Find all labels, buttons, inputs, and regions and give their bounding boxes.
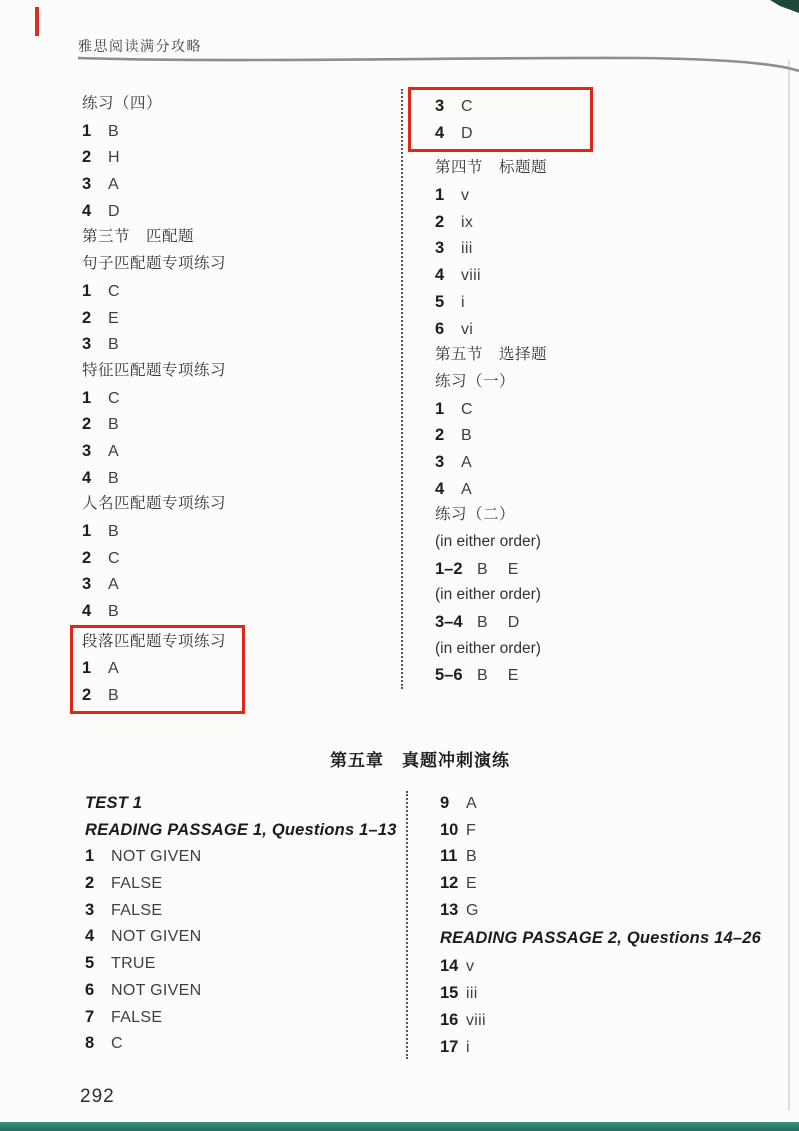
section-heading: 第四节 标题题 bbox=[435, 159, 548, 177]
answer-value: vi bbox=[461, 320, 474, 338]
highlight-box-answers-3-4 bbox=[408, 87, 593, 152]
test-title: TEST 1 bbox=[85, 794, 143, 812]
answer-row bbox=[82, 465, 245, 492]
answer-value: B E bbox=[477, 667, 519, 685]
answer-row bbox=[85, 1030, 397, 1057]
answer-number: 2 bbox=[435, 212, 445, 231]
answers-column-top-left bbox=[82, 91, 245, 714]
answer-number: 4 bbox=[435, 266, 445, 285]
answer-row bbox=[440, 953, 761, 980]
answer-number: 3 bbox=[435, 97, 445, 115]
answer-value: H bbox=[108, 149, 120, 167]
answer-number: 3 bbox=[82, 441, 92, 460]
page-edge-shadow bbox=[788, 60, 790, 1110]
section-heading-row bbox=[82, 358, 245, 385]
answer-row bbox=[435, 209, 593, 236]
answer-number: 2 bbox=[85, 874, 95, 893]
answer-row bbox=[82, 198, 245, 225]
answer-number: 1 bbox=[82, 388, 92, 407]
answer-row bbox=[435, 120, 590, 147]
answers-list bbox=[435, 155, 593, 689]
answer-row bbox=[82, 655, 242, 682]
section-heading: 句子匹配题专项练习 bbox=[82, 255, 227, 273]
answer-number: 6 bbox=[85, 980, 95, 999]
answer-row bbox=[435, 289, 593, 316]
answers-column-bottom-right bbox=[440, 790, 761, 1060]
answer-row bbox=[82, 438, 245, 465]
column-divider-top bbox=[401, 89, 403, 689]
passage-title: READING PASSAGE 1, Questions 1–13 bbox=[85, 820, 397, 839]
answer-row bbox=[85, 897, 397, 924]
answer-row bbox=[440, 897, 761, 924]
answer-row bbox=[435, 609, 593, 636]
answer-row bbox=[440, 790, 761, 817]
answer-number: 1 bbox=[82, 522, 92, 540]
answer-value: A bbox=[108, 660, 119, 678]
answer-number: 5–6 bbox=[435, 666, 463, 685]
answer-value: ix bbox=[461, 213, 474, 231]
answer-number: 1–2 bbox=[435, 559, 463, 578]
column-divider-bottom bbox=[406, 791, 408, 1059]
answer-value: v bbox=[466, 958, 475, 976]
section-heading-row bbox=[435, 342, 593, 369]
answer-value: C bbox=[461, 400, 473, 418]
answer-row bbox=[440, 980, 761, 1007]
answer-row bbox=[435, 396, 593, 423]
section-heading-row bbox=[82, 224, 245, 251]
answer-value: C bbox=[108, 549, 120, 567]
section-heading: 特征匹配题专项练习 bbox=[82, 361, 227, 379]
answer-row bbox=[435, 235, 593, 262]
section-heading: 人名匹配题专项练习 bbox=[82, 495, 227, 513]
answer-row bbox=[82, 385, 245, 412]
answer-row bbox=[440, 817, 761, 844]
answer-number: 2 bbox=[82, 308, 92, 327]
answer-value: E bbox=[108, 309, 119, 327]
section-heading: 段落匹配题专项练习 bbox=[82, 632, 227, 650]
section-heading: 第五节 选择题 bbox=[435, 346, 548, 364]
answer-row bbox=[82, 278, 245, 305]
answer-value: B bbox=[466, 848, 477, 866]
answer-number: 14 bbox=[440, 957, 459, 976]
answer-number: 3 bbox=[435, 452, 445, 471]
answer-number: 3–4 bbox=[435, 613, 463, 632]
answer-value: B bbox=[108, 416, 119, 434]
heading-row bbox=[85, 817, 397, 844]
answer-number: 2 bbox=[82, 415, 92, 434]
section-heading: 练习（四） bbox=[82, 95, 163, 112]
answer-number: 5 bbox=[85, 954, 95, 973]
answer-number: 2 bbox=[82, 686, 92, 705]
answer-number: 12 bbox=[440, 874, 459, 893]
answer-value: F bbox=[466, 821, 477, 839]
answer-number: 13 bbox=[440, 900, 459, 919]
answer-value: C bbox=[108, 389, 120, 407]
answer-row bbox=[435, 449, 593, 476]
answer-row bbox=[440, 1007, 761, 1034]
margin-mark bbox=[35, 7, 39, 36]
section-heading-row bbox=[82, 91, 245, 118]
footer-bar bbox=[0, 1122, 799, 1131]
answer-value: G bbox=[466, 901, 479, 919]
answer-row bbox=[82, 598, 245, 625]
answer-value: iii bbox=[461, 240, 473, 258]
answer-value: A bbox=[108, 442, 119, 460]
answer-value: B bbox=[461, 427, 472, 445]
note-row bbox=[435, 529, 593, 556]
answer-value: B bbox=[108, 469, 119, 487]
answer-row bbox=[85, 870, 397, 897]
answer-number: 1 bbox=[82, 659, 92, 678]
answer-row bbox=[435, 262, 593, 289]
answer-row bbox=[435, 93, 590, 120]
answers-list bbox=[440, 790, 761, 923]
answer-value: B bbox=[108, 603, 119, 621]
answer-value: FALSE bbox=[111, 875, 163, 893]
answer-row bbox=[82, 411, 245, 438]
heading-row bbox=[85, 790, 397, 817]
answer-number: 4 bbox=[435, 479, 445, 498]
section-heading-row bbox=[435, 369, 593, 396]
answer-value: iii bbox=[466, 985, 478, 1003]
passage-title: READING PASSAGE 2, Questions 14–26 bbox=[440, 929, 762, 948]
answer-row bbox=[82, 331, 245, 358]
answer-number: 4 bbox=[82, 201, 92, 220]
order-note: (in either order) bbox=[435, 533, 541, 550]
order-note: (in either order) bbox=[435, 639, 541, 657]
section-heading: 练习（二） bbox=[435, 506, 516, 524]
heading-row bbox=[440, 923, 761, 953]
answer-number: 4 bbox=[82, 602, 92, 621]
answer-row bbox=[85, 977, 397, 1004]
answer-number: 1 bbox=[85, 847, 95, 866]
answer-value: FALSE bbox=[111, 1008, 163, 1026]
answer-value: A bbox=[461, 453, 472, 471]
answer-number: 3 bbox=[85, 900, 95, 919]
answers-list bbox=[85, 843, 397, 1057]
answer-number: 3 bbox=[82, 335, 92, 354]
answer-row bbox=[82, 305, 245, 332]
answer-row bbox=[435, 556, 593, 583]
section-heading-row bbox=[435, 155, 593, 182]
answer-value: NOT GIVEN bbox=[111, 848, 202, 866]
answer-row bbox=[82, 682, 242, 709]
answer-row bbox=[82, 571, 245, 598]
answer-value: B D bbox=[477, 614, 520, 632]
answer-row bbox=[85, 950, 397, 977]
answer-number: 6 bbox=[435, 319, 445, 338]
answer-value: viii bbox=[461, 267, 481, 285]
answer-row bbox=[82, 118, 245, 145]
answer-number: 4 bbox=[82, 468, 92, 487]
answer-row bbox=[85, 923, 397, 950]
answer-value: i bbox=[461, 293, 465, 311]
running-header: 雅思阅读满分攻略 bbox=[78, 38, 202, 54]
answer-value: TRUE bbox=[111, 955, 156, 973]
answer-value: viii bbox=[466, 1011, 486, 1029]
answer-number: 17 bbox=[440, 1037, 459, 1056]
section-heading: 练习（一） bbox=[435, 372, 516, 390]
answer-value: FALSE bbox=[111, 901, 163, 919]
answer-number: 4 bbox=[435, 123, 445, 142]
answer-row bbox=[82, 545, 245, 572]
answer-value: B bbox=[108, 523, 119, 540]
answer-number: 11 bbox=[440, 847, 458, 866]
section-heading-row bbox=[82, 251, 245, 278]
answer-value: D bbox=[108, 202, 120, 220]
answers-column-top-right bbox=[435, 87, 593, 689]
answer-row bbox=[435, 316, 593, 343]
header-rule-line bbox=[78, 52, 799, 74]
answer-number: 1 bbox=[82, 121, 92, 140]
answer-row bbox=[440, 870, 761, 897]
answer-row bbox=[440, 843, 761, 870]
answer-number: 5 bbox=[435, 292, 445, 311]
answer-row bbox=[85, 843, 397, 870]
answer-number: 4 bbox=[85, 927, 95, 946]
note-row bbox=[435, 636, 593, 663]
answer-value: D bbox=[461, 124, 473, 142]
answer-row bbox=[435, 662, 593, 689]
answer-value: B bbox=[108, 122, 119, 140]
answer-row bbox=[435, 422, 593, 449]
answer-number: 15 bbox=[440, 984, 459, 1003]
section-heading-row bbox=[435, 502, 593, 529]
answer-number: 1 bbox=[435, 186, 445, 205]
answer-number: 1 bbox=[435, 399, 445, 418]
answer-value: NOT GIVEN bbox=[111, 981, 202, 999]
answer-value: A bbox=[108, 576, 119, 594]
answer-value: A bbox=[108, 176, 119, 194]
answer-row bbox=[435, 476, 593, 503]
answer-value: A bbox=[461, 480, 472, 498]
answer-value: v bbox=[461, 187, 470, 205]
section-heading: 第三节 匹配题 bbox=[82, 228, 195, 246]
answers-list bbox=[82, 91, 245, 625]
answer-number: 9 bbox=[440, 794, 450, 812]
answer-number: 16 bbox=[440, 1010, 459, 1029]
answer-value: B bbox=[108, 687, 119, 705]
answer-value: C bbox=[111, 1035, 123, 1053]
answer-number: 2 bbox=[82, 148, 92, 167]
answer-number: 7 bbox=[85, 1007, 95, 1026]
answer-row bbox=[440, 1034, 761, 1061]
answer-row bbox=[435, 182, 593, 209]
answer-value: NOT GIVEN bbox=[111, 928, 202, 946]
answer-value: B bbox=[108, 336, 119, 354]
chapter-heading: 第五章 真题冲刺演练 bbox=[330, 751, 510, 770]
answer-number: 2 bbox=[435, 426, 445, 445]
answers-list bbox=[440, 953, 761, 1060]
answer-number: 8 bbox=[85, 1034, 95, 1053]
note-row bbox=[435, 582, 593, 609]
answers-column-bottom-left bbox=[85, 790, 397, 1057]
answer-number: 2 bbox=[82, 548, 92, 567]
answer-number: 3 bbox=[435, 239, 445, 258]
section-heading-row bbox=[82, 491, 245, 518]
section-heading-row bbox=[82, 629, 242, 656]
answer-value: A bbox=[466, 795, 477, 812]
highlight-box-paragraph-matching bbox=[70, 625, 245, 714]
answer-value: i bbox=[466, 1038, 470, 1056]
answer-number: 3 bbox=[82, 575, 92, 594]
answer-value: B E bbox=[477, 560, 519, 578]
answer-number: 3 bbox=[82, 175, 92, 194]
corner-mark bbox=[766, 0, 799, 15]
answer-row bbox=[82, 144, 245, 171]
page-number: 292 bbox=[80, 1086, 115, 1107]
answer-row bbox=[85, 1004, 397, 1031]
answer-value: E bbox=[466, 875, 477, 893]
order-note: (in either order) bbox=[435, 586, 541, 604]
answer-number: 1 bbox=[82, 281, 92, 300]
answer-value: C bbox=[461, 98, 473, 115]
answer-number: 10 bbox=[440, 820, 459, 839]
answer-value: C bbox=[108, 282, 120, 300]
answer-row bbox=[82, 518, 245, 545]
answer-row bbox=[82, 171, 245, 198]
